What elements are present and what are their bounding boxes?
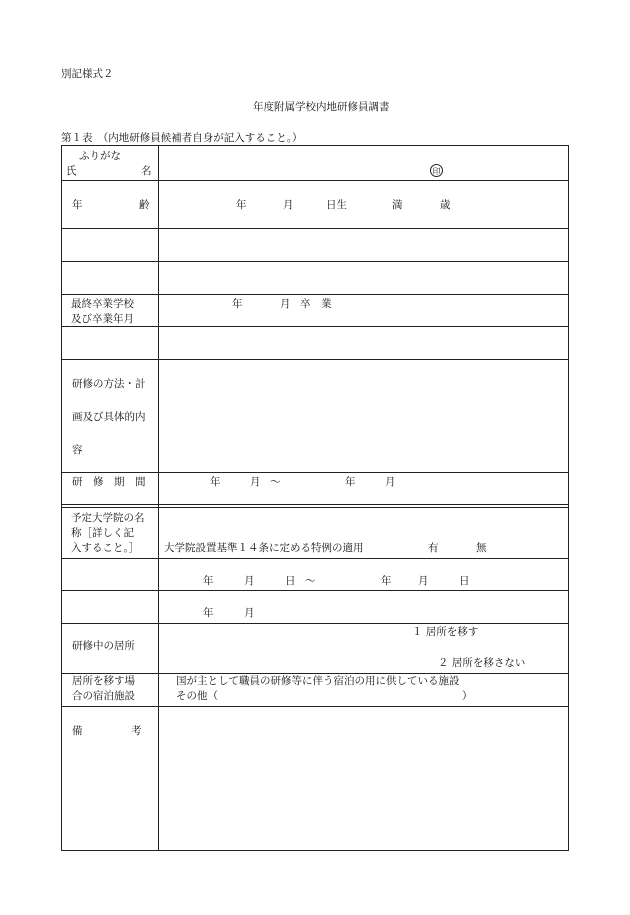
range-month-unit: 月 <box>244 575 255 587</box>
graduate-school-label: 予定大学院の名 <box>71 512 145 524</box>
period-year-unit: 年 <box>210 476 221 488</box>
remarks-label: 備 <box>72 725 83 737</box>
row-divider <box>62 472 568 473</box>
age-years-old-unit: 歳 <box>440 199 451 211</box>
row-divider <box>62 558 568 559</box>
row-divider <box>62 326 568 327</box>
row-divider <box>62 673 568 674</box>
lodging-option-government: 国が主として職員の研修等に伴う宿泊の用に供している施設 <box>176 675 460 687</box>
school-month-unit: 月 <box>280 298 291 310</box>
row-divider <box>62 294 568 295</box>
row-divider <box>62 623 568 624</box>
lodging-label: 合の宿泊施設 <box>72 690 135 702</box>
method-label: 研修の方法・計 <box>72 378 146 390</box>
name-label: 名 <box>141 165 152 177</box>
range-day-unit: 日 <box>285 575 296 587</box>
form-table <box>61 145 569 851</box>
row-divider <box>62 180 568 181</box>
ym-year-unit: 年 <box>203 607 214 619</box>
age-label: 年 <box>72 199 83 211</box>
method-label: 容 <box>72 444 83 456</box>
method-label: 画及び具体的内 <box>72 411 146 423</box>
name-label: 氏 <box>66 165 77 177</box>
residence-option-move: １ 居所を移す <box>412 626 479 638</box>
age-year-unit: 年 <box>236 199 247 211</box>
column-divider <box>158 146 159 850</box>
period-year-unit: 年 <box>345 476 356 488</box>
range-year-unit: 年 <box>381 575 392 587</box>
row-divider <box>62 261 568 262</box>
row-divider <box>62 507 568 508</box>
period-month-unit: 月 <box>250 476 261 488</box>
period-label: 研 修 期 間 <box>72 476 146 488</box>
school-label: 及び卒業年月 <box>71 313 134 325</box>
lodging-option-other: その他（ <box>176 690 218 702</box>
lodging-option-other-close: ） <box>462 690 473 702</box>
row-divider <box>62 706 568 707</box>
age-label: 齢 <box>139 199 150 211</box>
age-month-unit: 月 <box>283 199 294 211</box>
form-id: 別記様式２ <box>61 68 114 80</box>
period-month-unit: 月 <box>385 476 396 488</box>
residence-label: 研修中の居所 <box>72 640 135 652</box>
ym-month-unit: 月 <box>244 607 255 619</box>
special-provision-no: 無 <box>476 542 487 554</box>
period-tilde: 〜 <box>270 476 281 488</box>
row-divider <box>62 228 568 229</box>
range-year-unit: 年 <box>203 575 214 587</box>
school-graduate-label: 卒 業 <box>300 298 332 310</box>
age-birthday-unit: 日生 <box>326 199 347 211</box>
range-day-unit: 日 <box>459 575 470 587</box>
seal-mark: 印 <box>430 164 443 177</box>
row-divider <box>62 359 568 360</box>
range-month-unit: 月 <box>418 575 429 587</box>
special-provision-yes: 有 <box>428 542 439 554</box>
special-provision-text: 大学院設置基準１４条に定める特例の適用 <box>164 542 364 554</box>
age-full-label: 満 <box>392 199 403 211</box>
graduate-school-label: 入すること。］ <box>71 542 140 554</box>
remarks-label: 考 <box>131 725 142 737</box>
school-label: 最終卒業学校 <box>71 298 134 310</box>
range-tilde: 〜 <box>305 575 316 587</box>
document-title: 年度附属学校内地研修員調書 <box>253 101 390 113</box>
school-year-unit: 年 <box>232 298 243 310</box>
furigana-label: ふりがな <box>79 150 121 162</box>
row-divider <box>62 504 568 505</box>
residence-option-stay: ２ 居所を移さない <box>438 657 526 669</box>
table-caption: 第１表 （内地研修員候補者自身が記入すること。） <box>61 132 303 144</box>
lodging-label: 居所を移す場 <box>72 675 135 687</box>
graduate-school-label: 称［詳しく記 <box>71 527 134 539</box>
row-divider <box>62 590 568 591</box>
